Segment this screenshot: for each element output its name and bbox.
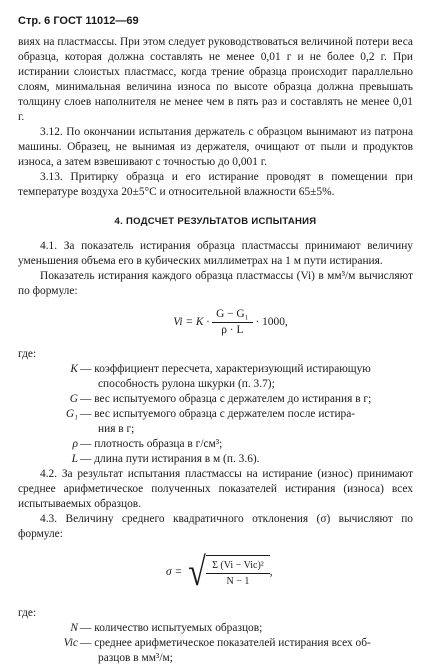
- formula-sigma-expression: [166, 549, 273, 594]
- definition-item: [18, 362, 413, 392]
- paragraph-4-2: 4.2. За результат испытания пластмассы на истирание (износ) принимают среднее арифметическое полученных показателей истирания (износа) всех испытываемых образцов.: [18, 468, 413, 510]
- definition-continuation: ния в г;: [98, 423, 135, 435]
- definition-continuation: способность рулона шкурки (п. 3.7);: [98, 378, 275, 390]
- definition-symbol: G: [69, 393, 78, 405]
- formula-sigma-tail: ,: [269, 565, 273, 578]
- definition-symbol: N: [70, 622, 78, 634]
- formula-sigma-denominator: N − 1: [226, 576, 250, 587]
- paragraph-4-1: 4.1. За показатель истирания образца пластмассы принимают величину уменьшения объема его в кубических миллиметрах на 1 м пути истирания.: [18, 240, 413, 267]
- definitions-list-2: [18, 621, 413, 666]
- definition-item: [18, 407, 413, 437]
- sqrt-icon: √: [188, 549, 206, 594]
- definition-text: — среднее арифметическое показателей истирания всех об-: [80, 637, 371, 649]
- definition-item: [18, 621, 413, 636]
- definition-item: [18, 437, 413, 452]
- definition-text: — вес испытуемого образца с держателем до истирания в г;: [80, 393, 372, 405]
- definition-symbol: L: [71, 453, 78, 465]
- definition-text: — вес испытуемого образца с держателем после истира-: [80, 408, 356, 420]
- formula-sigma-numerator: Σ (Vi − Vic)²: [206, 558, 270, 574]
- page-header: Стр. 6 ГОСТ 11012—69: [18, 15, 139, 27]
- paragraph-3-12: 3.12. По окончании испытания держатель с образцом вынимают из патрона машины. Образец, не вынимая из держателя, очищают от пыли и продуктов износа, а затем взвешивают с точностью до 0,001 г.: [18, 126, 413, 168]
- document-page: [18, 14, 413, 666]
- where-label: где:: [18, 348, 37, 360]
- formula-sigma-lhs: σ =: [166, 565, 183, 578]
- definition-symbol: K: [70, 363, 78, 375]
- definition-text: — коэффициент пересчета, характеризующий истирающую: [80, 363, 371, 375]
- definition-text: — количество испытуемых образцов;: [80, 622, 263, 634]
- definition-symbol: G₁: [65, 408, 78, 420]
- definitions-list: [18, 362, 413, 467]
- paragraph-3-13: 3.13. Притирку образца и его истирание проводят в помещении при температуре воздуха 20±5°С и относительной влажности 65±5%.: [18, 171, 413, 198]
- formula-sigma-radicand: [206, 555, 270, 589]
- paragraph-4-3: 4.3. Величину среднего квадратичного отклонения (σ) вычисляют по формуле:: [18, 513, 413, 540]
- paragraph-continuation: виях на пластмассы. При этом следует руководствоваться величиной потери веса образца, которая должна составлять не менее 0,01 г и не более 0,2 г. При истирании слоистых пластмасс, когда трение образца происходит параллельно слоям, минимальная величина износа по высоте образца должна превышать толщину слоев наполнителя не менее чем в пять раз и составлять не менее 0,01 г.: [18, 36, 413, 123]
- definition-text: — длина пути истирания в м (п. 3.6).: [80, 453, 260, 465]
- formula-vi-numerator: G − G₁: [212, 307, 253, 323]
- definition-item: [18, 636, 413, 666]
- definition-item: [18, 392, 413, 407]
- formula-vi-lhs: Vi = K ·: [173, 316, 210, 328]
- paragraph-formula-intro: Показатель истирания каждого образца пластмассы (Vi) в мм³/м вычисляют по формуле:: [18, 270, 413, 297]
- formula-sigma: [18, 550, 413, 600]
- definition-symbol: Vic: [63, 637, 78, 649]
- formula-vi-denominator: ρ · L: [221, 324, 244, 336]
- definition-item: [18, 452, 413, 467]
- where-label-2: где:: [18, 607, 37, 619]
- formula-vi: [48, 307, 413, 337]
- section-title: 4. ПОДСЧЕТ РЕЗУЛЬТАТОВ ИСПЫТАНИЯ: [114, 216, 317, 227]
- definition-continuation: разцов в мм³/м;: [98, 652, 173, 664]
- formula-vi-rhs: · 1000,: [255, 316, 288, 328]
- definition-text: — плотность образца в г/см³;: [80, 438, 223, 450]
- definition-symbol: ρ: [72, 438, 78, 450]
- formula-vi-fraction: [212, 307, 253, 338]
